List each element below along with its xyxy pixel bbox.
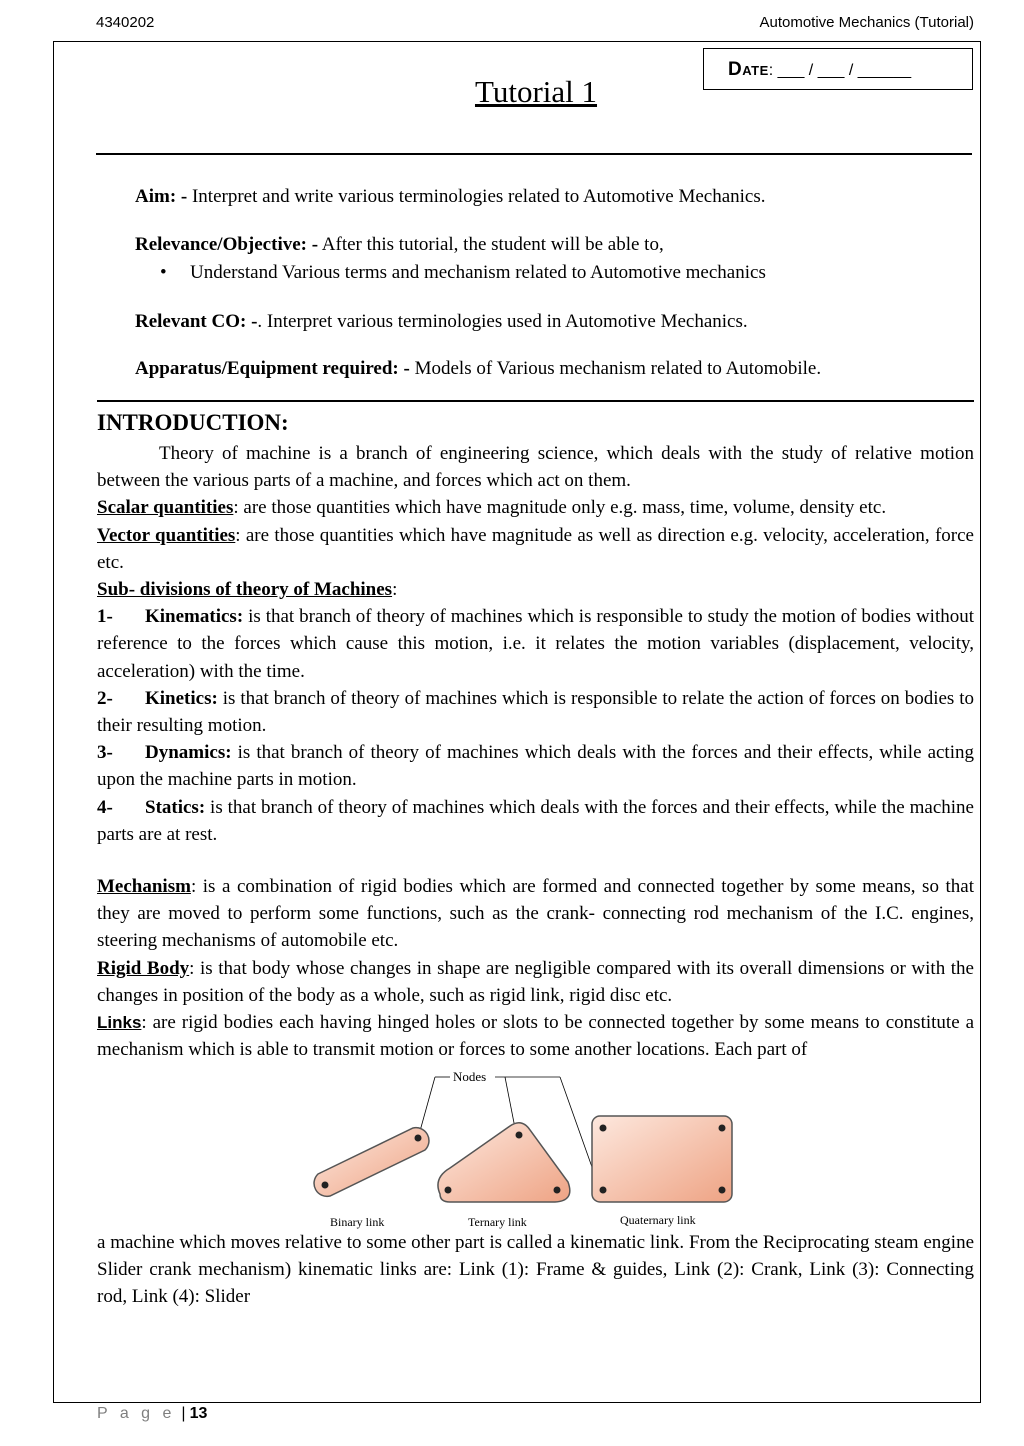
page-number: 13 — [189, 1405, 208, 1422]
aim-text: Interpret and write various terminologies related to Automotive Mechanics. — [187, 186, 766, 207]
relevance-bullet-text: Understand Various terms and mechanism related to Automotive mechanics — [190, 262, 766, 283]
introduction-heading: INTRODUCTION: — [97, 410, 289, 435]
node-hole — [600, 1125, 607, 1132]
vector-definition — [97, 522, 974, 576]
item-term: Statics: — [145, 796, 206, 818]
item-number: 1- — [97, 606, 113, 628]
item-text: is that branch of theory of machines which is responsible to study the motion of bodies without reference to the forces which cause this motion, i.e. it relates the motion variables (displacement, velocity, acceleration) with the time. — [97, 606, 974, 682]
node-hole — [600, 1187, 607, 1194]
title-rule — [96, 153, 972, 155]
item-number: 2- — [97, 687, 113, 709]
after-figure-paragraph: a machine which moves relative to some other part is called a kinematic link. From the Reciprocating steam engine Slider crank mechanism) kinematic links are: Link (1): Frame & guides, Link (2): Crank, Link (3): Connecting rod, Link (4): Slider — [97, 1232, 974, 1308]
page-title: Tutorial 1 — [474, 74, 598, 109]
nodes-arrow — [505, 1077, 515, 1128]
binary-link-shape — [314, 1128, 429, 1197]
aim-line — [135, 186, 975, 208]
item-term: Kinetics: — [145, 687, 218, 709]
nodes-arrow — [420, 1077, 435, 1131]
apparatus-text: Models of Various mechanism related to Automobile. — [409, 358, 822, 379]
item-term: Kinematics: — [145, 606, 244, 628]
rigid-body-definition — [97, 955, 974, 1009]
ternary-link-label: Ternary link — [468, 1215, 527, 1229]
item-text: is that branch of theory of machines which is responsible to relate the action of forces on bodies to their resulting motion. — [97, 687, 974, 737]
vector-text: : are those quantities which have magnitude as well as direction e.g. velocity, acceleration, force etc. — [97, 524, 974, 573]
intro-paragraph: Theory of machine is a branch of engineering science, which deals with the study of relative motion between the various parts of a machine, and forces which act on them. — [97, 443, 974, 492]
rigid-body-text: : is that body whose changes in shape are negligible compared with its overall dimensions or with the changes in position of the body as a whole, such as rigid link, rigid disc etc. — [97, 957, 974, 1006]
links-text: : are rigid bodies each having hinged holes or slots to be connected together by some means to constitute a mechanism which is able to transmit motion or forces to some another locations. Each part of — [97, 1012, 974, 1061]
scalar-definition — [97, 494, 974, 521]
relevance-bullet — [160, 262, 960, 284]
relevance-label: Relevance/Objective: - — [135, 234, 319, 255]
item-number: 4- — [97, 796, 113, 818]
page-footer — [97, 1405, 207, 1423]
spacer — [97, 848, 974, 873]
mechanism-definition — [97, 873, 974, 955]
subdivision-item-2 — [97, 685, 974, 739]
node-hole — [445, 1187, 452, 1194]
quaternary-link-shape — [592, 1116, 732, 1202]
after-figure-body — [97, 1229, 974, 1311]
item-text: is that branch of theory of machines which deals with the forces and their effects, while the machine parts are at rest. — [97, 796, 974, 845]
item-text: is that branch of theory of machines which deals with the forces and their effects, while acting upon the machine parts in motion. — [97, 742, 974, 791]
node-hole — [516, 1132, 523, 1139]
rigid-body-label: Rigid Body — [97, 957, 190, 979]
intro-body — [97, 440, 974, 1063]
item-term: Dynamics: — [145, 742, 232, 764]
date-label: Date — [728, 59, 769, 80]
mechanism-label: Mechanism — [97, 876, 191, 898]
subdivisions-label: Sub- divisions of theory of Machines — [97, 579, 393, 601]
subdivisions-colon: : — [392, 579, 398, 601]
date-blank: : ___ / ___ / ______ — [768, 62, 912, 79]
apparatus-line — [135, 358, 975, 380]
vector-label: Vector quantities — [97, 524, 236, 546]
quaternary-link-label: Quaternary link — [620, 1213, 696, 1227]
subdivision-item-3 — [97, 739, 974, 793]
scalar-label: Scalar quantities — [97, 497, 234, 519]
node-hole — [719, 1125, 726, 1132]
ternary-link-shape — [438, 1123, 570, 1202]
links-definition — [97, 1009, 974, 1063]
item-number: 3- — [97, 742, 113, 764]
relevant-co-text: . Interpret various terminologies used in Automotive Mechanics. — [257, 311, 748, 332]
bullet-dot-icon: • — [160, 262, 167, 283]
node-hole — [415, 1135, 422, 1142]
scalar-text: : are those quantities which have magnitude only e.g. mass, time, volume, density etc. — [233, 497, 887, 519]
relevant-co-label: Relevant CO: - — [135, 311, 258, 332]
apparatus-label: Apparatus/Equipment required: - — [135, 358, 410, 379]
mechanism-text: : is a combination of rigid bodies which are formed and connected together by some means, so that they are moved to perform some functions, such as the crank- connecting rod mechanism of the I.C. engines, steering mechanisms of automobile etc. — [97, 876, 974, 952]
subdivisions-heading — [97, 576, 974, 603]
binary-link-label: Binary link — [330, 1215, 385, 1229]
nodes-label: Nodes — [453, 1069, 487, 1084]
links-label: Links — [97, 1013, 142, 1033]
node-hole — [554, 1187, 561, 1194]
relevance-line — [135, 234, 975, 256]
aim-label: Aim: - — [135, 186, 188, 207]
subdivision-item-1 — [97, 603, 974, 685]
section-rule — [97, 400, 974, 402]
header-course: Automotive Mechanics (Tutorial) — [759, 14, 974, 31]
relevance-text: After this tutorial, the student will be able to, — [318, 234, 664, 255]
header-code: 4340202 — [96, 14, 155, 31]
page-word: P a g e — [97, 1405, 176, 1422]
footer-separator: | — [181, 1405, 186, 1422]
relevant-co-line — [135, 311, 975, 333]
node-hole — [322, 1182, 329, 1189]
links-figure — [300, 1066, 750, 1234]
node-hole — [719, 1187, 726, 1194]
subdivision-item-4 — [97, 794, 974, 848]
